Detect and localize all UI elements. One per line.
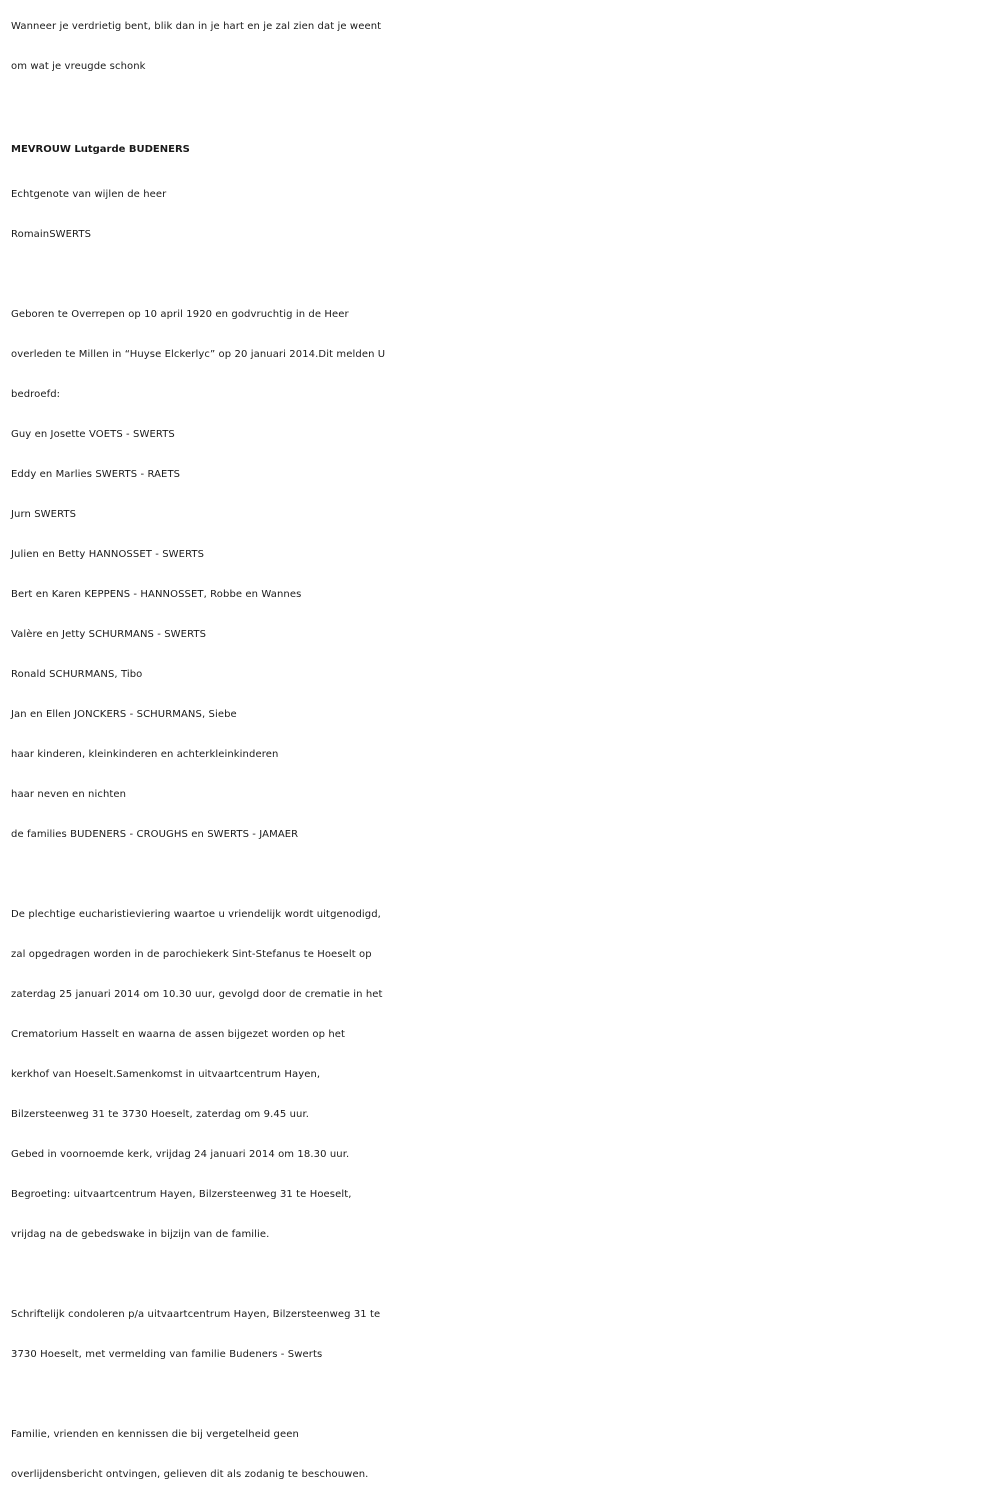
spacer [11, 1375, 991, 1415]
family-member-line: Jan en Ellen JONCKERS - SCHURMANS, Siebe [11, 709, 237, 720]
family-member-line: Guy en Josette VOETS - SWERTS [11, 429, 175, 440]
family-member-line: de families BUDENERS - CROUGHS en SWERTS - JAMAER [11, 829, 299, 840]
announcement-line: overleden te Millen in “Huyse Elckerlyc” op 20 januari 2014.Dit melden U [11, 349, 386, 360]
announcement-line: bedroefd: [11, 389, 61, 400]
ceremony-block [11, 895, 991, 1255]
closing-line: Familie, vrienden en kennissen die bij vergetelheid geen [11, 1429, 299, 1440]
family-member-line: Valère en Jetty SCHURMANS - SWERTS [11, 629, 207, 640]
deceased-name: MEVROUW Lutgarde BUDENERS [11, 144, 190, 155]
quote-line: Wanneer je verdrietig bent, blik dan in je hart en je zal zien dat je weent [11, 21, 382, 32]
opening-quote [11, 7, 991, 87]
ceremony-line: Bilzersteenweg 31 te 3730 Hoeselt, zaterdag om 9.45 uur. [11, 1109, 310, 1120]
ceremony-line: zaterdag 25 januari 2014 om 10.30 uur, gevolgd door de crematie in het [11, 989, 383, 1000]
ceremony-line: Begroeting: uitvaartcentrum Hayen, Bilzersteenweg 31 te Hoeselt, [11, 1189, 352, 1200]
family-member-line: Eddy en Marlies SWERTS - RAETS [11, 469, 181, 480]
ceremony-line: zal opgedragen worden in de parochiekerk Sint-Stefanus te Hoeselt op [11, 949, 372, 960]
family-member-line: Bert en Karen KEPPENS - HANNOSSET, Robbe en Wannes [11, 589, 302, 600]
spacer [11, 855, 991, 895]
announcement-line: Geboren te Overrepen op 10 april 1920 en godvruchtig in de Heer [11, 309, 349, 320]
condolences-block [11, 1295, 991, 1375]
ceremony-line: De plechtige eucharistieviering waartoe u vriendelijk wordt uitgenodigd, [11, 909, 381, 920]
obituary-document [11, 7, 991, 1495]
family-member-line: haar neven en nichten [11, 789, 127, 800]
spacer [11, 255, 991, 295]
spouse-line: RomainSWERTS [11, 229, 92, 240]
ceremony-line: Gebed in voornoemde kerk, vrijdag 24 januari 2014 om 18.30 uur. [11, 1149, 350, 1160]
closing-line: overlijdensbericht ontvingen, gelieven dit als zodanig te beschouwen. [11, 1469, 369, 1480]
family-member-line: Julien en Betty HANNOSSET - SWERTS [11, 549, 205, 560]
quote-line: om wat je vreugde schonk [11, 61, 146, 72]
ceremony-line: kerkhof van Hoeselt.Samenkomst in uitvaartcentrum Hayen, [11, 1069, 321, 1080]
announcement-block [11, 295, 991, 855]
family-member-line: Ronald SCHURMANS, Tibo [11, 669, 143, 680]
ceremony-line: vrijdag na de gebedswake in bijzijn van de familie. [11, 1229, 270, 1240]
closing-block [11, 1415, 991, 1495]
family-member-line: Jurn SWERTS [11, 509, 77, 520]
spouse-info [11, 175, 991, 255]
spouse-line: Echtgenote van wijlen de heer [11, 189, 167, 200]
ceremony-line: Crematorium Hasselt en waarna de assen bijgezet worden op het [11, 1029, 346, 1040]
spacer [11, 1255, 991, 1295]
family-member-line: haar kinderen, kleinkinderen en achterkleinkinderen [11, 749, 279, 760]
condolences-line: 3730 Hoeselt, met vermelding van familie Budeners - Swerts [11, 1349, 323, 1360]
condolences-line: Schriftelijk condoleren p/a uitvaartcentrum Hayen, Bilzersteenweg 31 te [11, 1309, 381, 1320]
